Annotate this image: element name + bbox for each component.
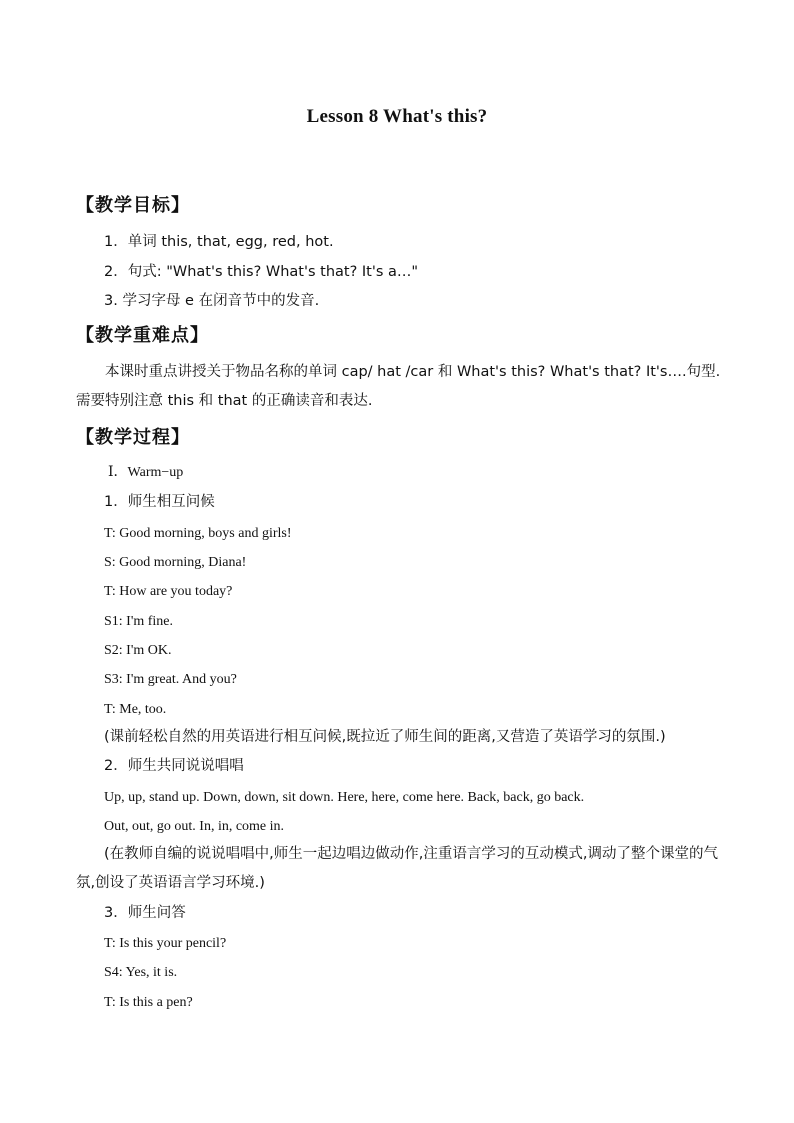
- dialogue-line: S2: I'm OK.: [104, 643, 172, 658]
- key-points-paragraph: 本课时重点讲授关于物品名称的单词 cap/ hat /car 和 What's this? What's that? It's….句型.需要特别注意 this 和 that 的正确读音和表达.: [76, 364, 721, 409]
- dialogue-line: S: Good morning, Diana!: [104, 555, 247, 570]
- dialogue-line: S3: I'm great. And you?: [104, 672, 237, 687]
- teaching-note: (课前轻松自然的用英语进行相互问候,既拉近了师生间的距离,又营造了英语学习的氛围.): [104, 729, 666, 745]
- dialogue-line: T: Me, too.: [104, 702, 167, 717]
- chant-line: Out, out, go out. In, in, come in.: [104, 819, 285, 834]
- step-title: 3．师生问答: [104, 905, 186, 921]
- objectives-heading: 【教学目标】: [76, 195, 190, 216]
- objective-item: 2．句式: "What's this? What's that? It's a…": [104, 264, 419, 280]
- key-points-heading: 【教学重难点】: [76, 325, 209, 346]
- step-title: 1．师生相互问候: [104, 494, 215, 510]
- dialogue-line: T: Is this a pen?: [104, 995, 193, 1010]
- dialogue-line: S1: I'm fine.: [104, 614, 174, 629]
- process-heading: 【教学过程】: [76, 427, 190, 448]
- chant-line: Up, up, stand up. Down, down, sit down. Here, here, come here. Back, back, go back.: [104, 790, 585, 805]
- objective-item: 3. 学习字母 e 在闭音节中的发音.: [104, 293, 320, 309]
- dialogue-line: S4: Yes, it is.: [104, 965, 178, 980]
- step-title: 2．师生共同说说唱唱: [104, 758, 244, 774]
- dialogue-line: T: Good morning, boys and girls!: [104, 526, 292, 541]
- teaching-note: (在教师自编的说说唱唱中,师生一起边唱边做动作,注重语言学习的互动模式,调动了整个课堂的气氛,创设了英语语言学习环境.): [76, 846, 718, 891]
- dialogue-line: T: Is this your pencil?: [104, 936, 227, 951]
- objective-item: 1．单词 this, that, egg, red, hot.: [104, 234, 334, 250]
- lesson-title: Lesson 8 What's this?: [306, 106, 488, 127]
- part-label: Ⅰ．Warm−up: [108, 465, 184, 480]
- dialogue-line: T: How are you today?: [104, 584, 233, 599]
